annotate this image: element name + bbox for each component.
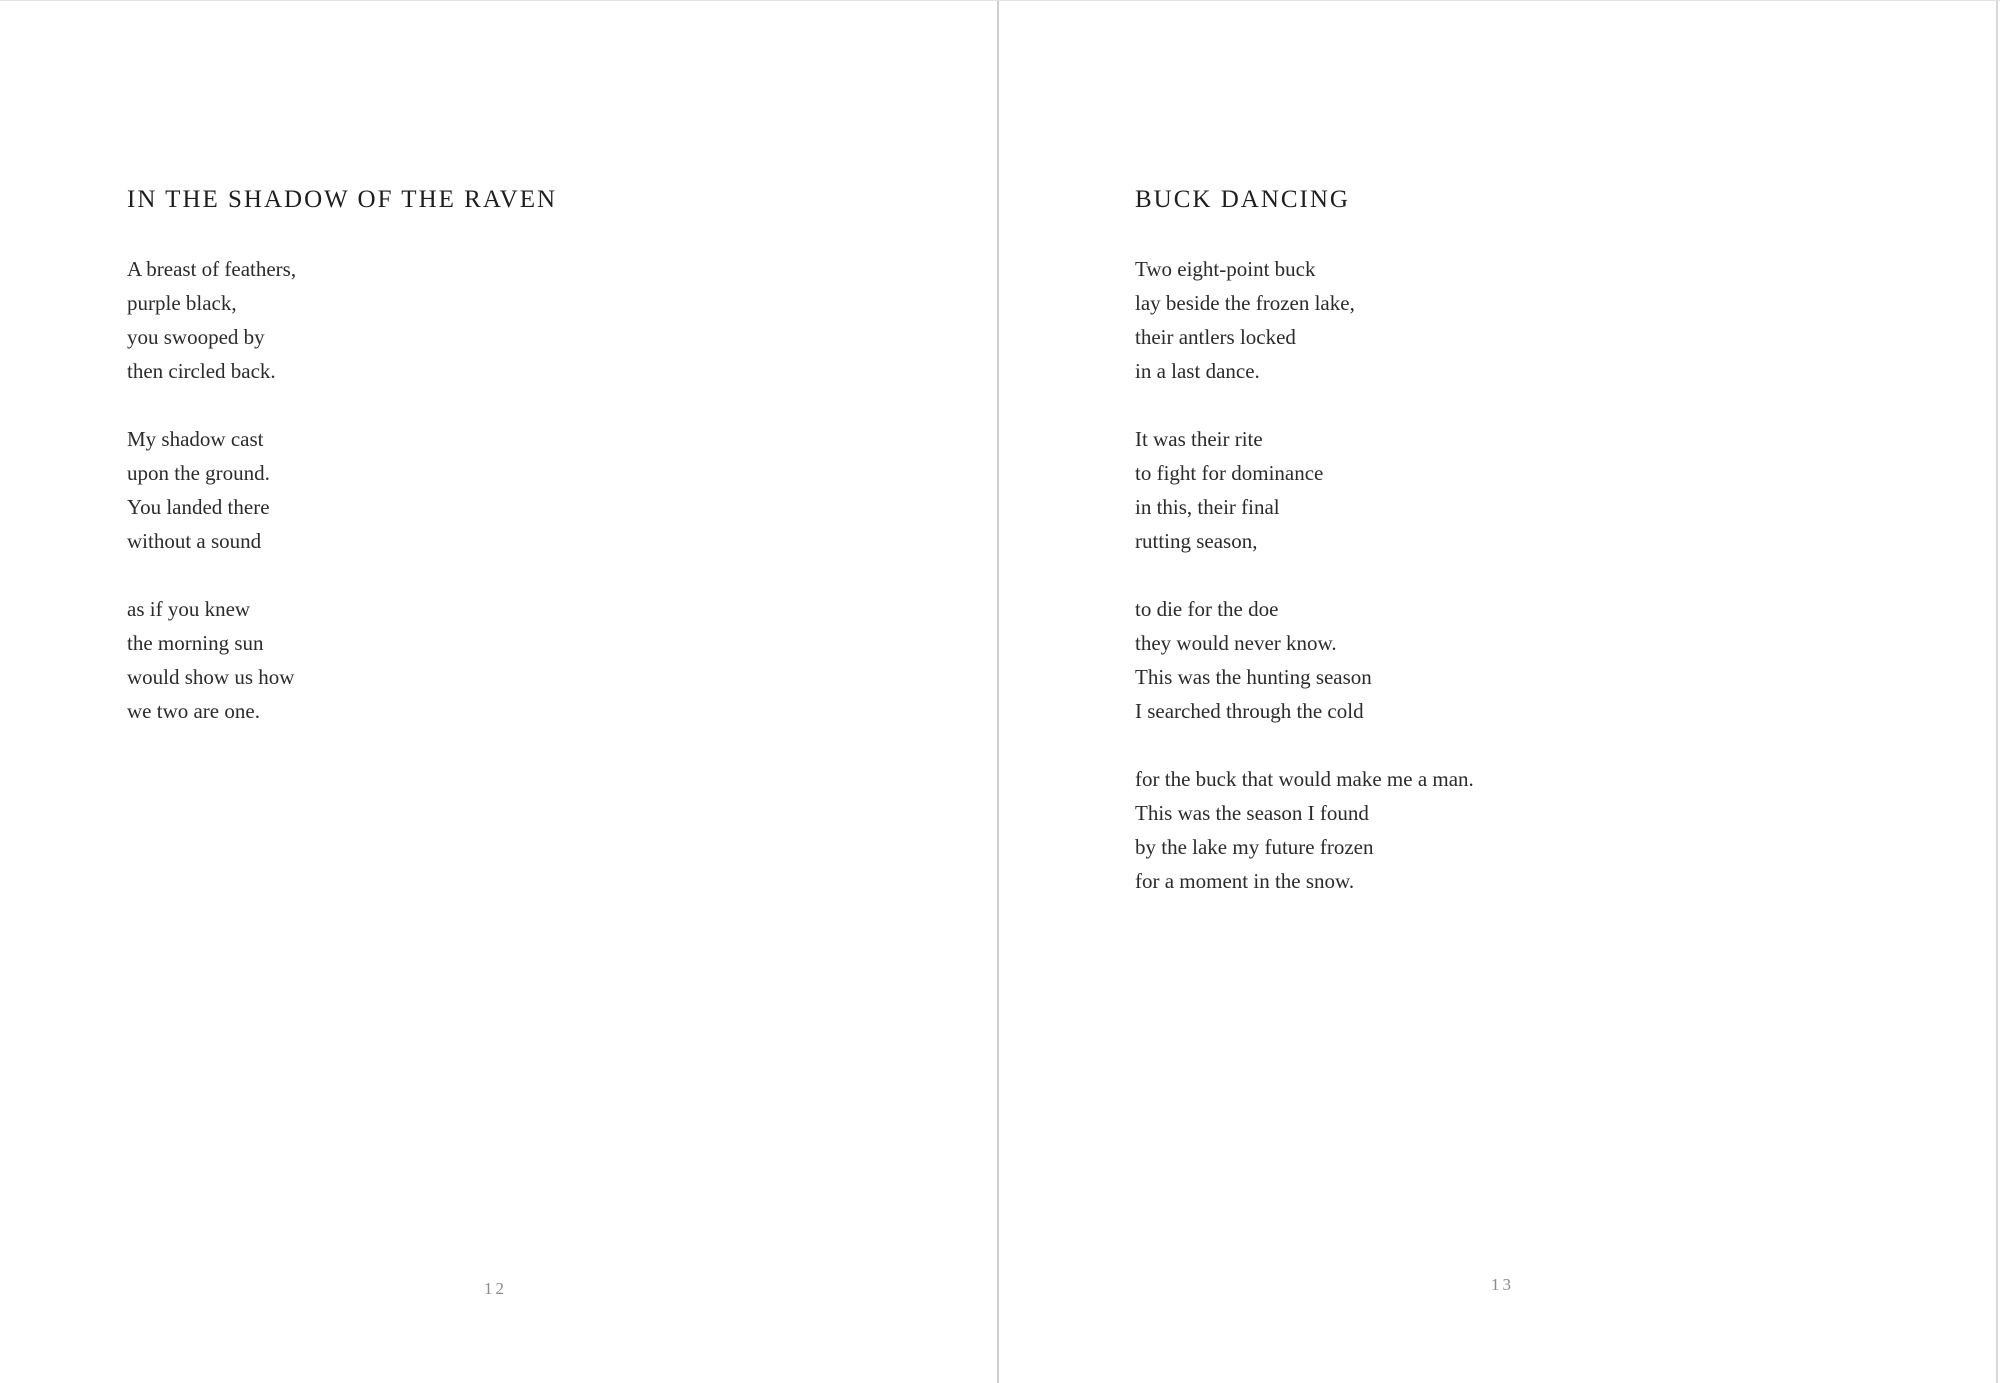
poem-line: as if you knew: [127, 597, 251, 621]
poem-line: rutting season,: [1135, 529, 1258, 553]
poem-line: they would never know.: [1135, 631, 1337, 655]
poem-line: in this, their final: [1135, 495, 1280, 519]
poem-line: we two are one.: [127, 699, 260, 723]
poem-line: you swooped by: [127, 325, 265, 349]
stanza: [1135, 422, 1474, 558]
poem-line: in a last dance.: [1135, 359, 1260, 383]
stanza: [1135, 762, 1474, 898]
stanza: [127, 422, 557, 558]
poem-line: It was their rite: [1135, 427, 1263, 451]
stanza: [127, 252, 557, 388]
poem-line: to fight for dominance: [1135, 461, 1324, 485]
poem-line: You landed there: [127, 495, 270, 519]
poem-line: the morning sun: [127, 631, 264, 655]
poem-line: purple black,: [127, 291, 237, 315]
stanza: [1135, 252, 1474, 388]
stanza: [1135, 592, 1474, 728]
poem-line: to die for the doe: [1135, 597, 1279, 621]
poem-line: their antlers locked: [1135, 325, 1296, 349]
poem-line: upon the ground.: [127, 461, 270, 485]
page-number: 13: [1491, 1275, 1514, 1294]
poem-line: by the lake my future frozen: [1135, 835, 1374, 859]
page-number: 12: [484, 1279, 507, 1298]
poem-line: then circled back.: [127, 359, 276, 383]
poem-buck-dancing: [1135, 184, 1474, 932]
poem-title: BUCK DANCING: [1135, 186, 1350, 213]
right-page: [999, 1, 1996, 1383]
page-edge: [1996, 1, 1998, 1383]
poem-raven: [127, 184, 557, 762]
poem-line: This was the season I found: [1135, 801, 1369, 825]
poem-line: I searched through the cold: [1135, 699, 1364, 723]
poem-line: A breast of feathers,: [127, 257, 297, 281]
poem-line: would show us how: [127, 665, 295, 689]
poem-title: IN THE SHADOW OF THE RAVEN: [127, 186, 558, 213]
left-page: [0, 1, 997, 1383]
poem-line: My shadow cast: [127, 427, 264, 451]
poem-line: Two eight-point buck: [1135, 257, 1316, 281]
poem-line: for a moment in the snow.: [1135, 869, 1355, 893]
stanza: [127, 592, 557, 728]
poem-line: This was the hunting season: [1135, 665, 1372, 689]
poem-line: without a sound: [127, 529, 262, 553]
poem-line: lay beside the frozen lake,: [1135, 291, 1355, 315]
poem-line: for the buck that would make me a man.: [1135, 767, 1474, 791]
